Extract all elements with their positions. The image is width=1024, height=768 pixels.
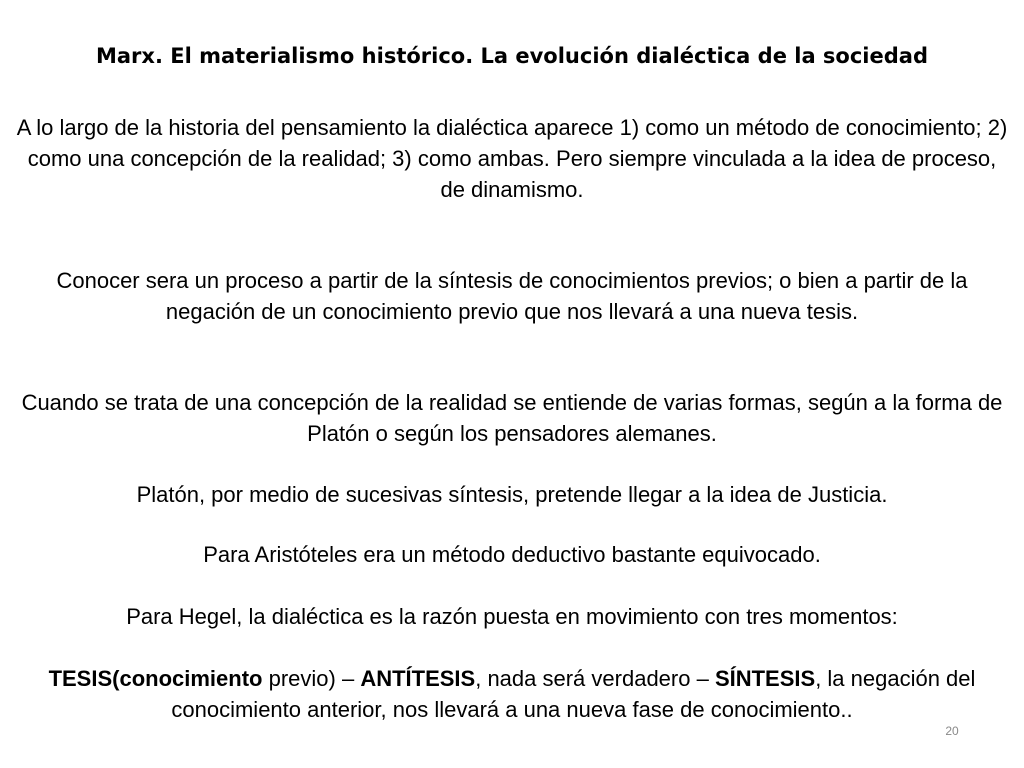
paragraph-dialectica-definicion: A lo largo de la historia del pensamiento la dialéctica aparece 1) como un método de conocimiento; 2) como una concepción de la realidad; 3) como ambas. Pero siempre vinculada a la idea de proceso, de dinamismo. — [16, 115, 1008, 202]
slide-title: Marx. El materialismo histórico. La evolución dialéctica de la sociedad — [95, 44, 928, 68]
text-sintesis-rest: , la negación del conocimiento anterior, nos llevará a una nueva fase de conocimiento.. — [171, 666, 976, 722]
term-tesis: TESIS(conocimiento — [48, 666, 263, 691]
term-antitesis: ANTÍTESIS — [360, 666, 476, 691]
term-sintesis: SÍNTESIS — [714, 666, 816, 691]
paragraph-conocer: Conocer sera un proceso a partir de la síntesis de conocimientos previos; o bien a partir de la negación de un conocimiento previo que nos llevará a una nueva tesis. — [56, 268, 968, 324]
paragraph-platon: Platón, por medio de sucesivas síntesis, pretende llegar a la idea de Justicia. — [136, 482, 888, 507]
paragraph-hegel: Para Hegel, la dialéctica es la razón puesta en movimiento con tres momentos: — [126, 604, 898, 629]
paragraph-aristoteles: Para Aristóteles era un método deductivo bastante equivocado. — [203, 542, 821, 567]
paragraph-concepcion-realidad: Cuando se trata de una concepción de la realidad se entiende de varias formas, según a la forma de Platón o según los pensadores alemanes. — [21, 390, 1003, 446]
page-number: 20 — [945, 724, 959, 738]
text-antitesis-rest: , nada será verdadero – — [475, 666, 715, 691]
text-tesis-rest: previo) – — [262, 666, 361, 691]
paragraph-hegel-momentos — [14, 663, 1010, 725]
